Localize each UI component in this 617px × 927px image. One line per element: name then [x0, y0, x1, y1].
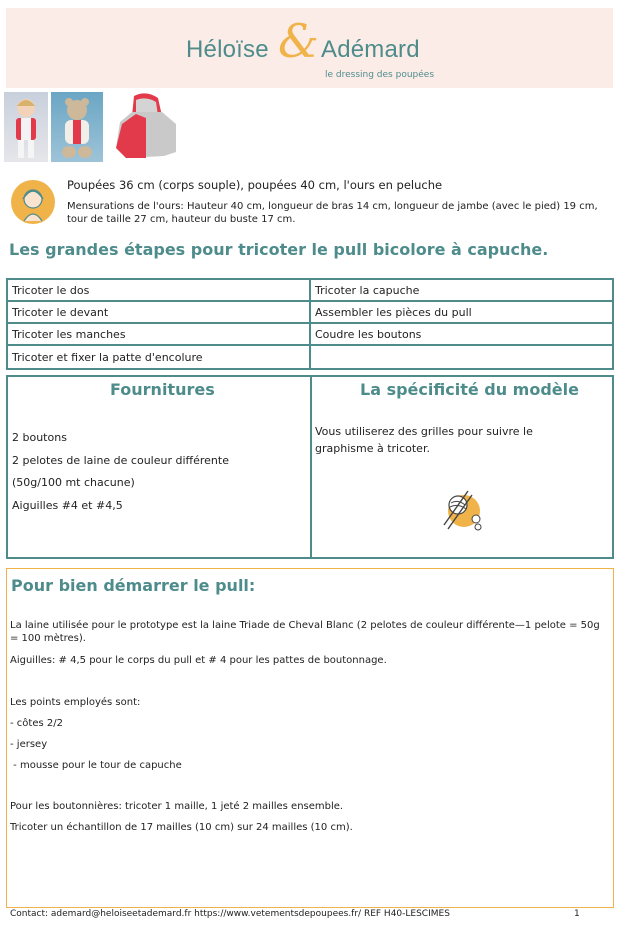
step-cell: Tricoter les manches — [7, 323, 310, 345]
photo-doll — [4, 92, 48, 162]
specificity-title: La spécificité du modèle — [360, 380, 579, 399]
steps-heading: Les grandes étapes pour tricoter le pull bicolore à capuche. — [9, 240, 549, 259]
step-cell: Tricoter le dos — [7, 279, 310, 301]
photo-bear — [51, 92, 103, 162]
doll-sizes: Poupées 36 cm (corps souple), poupées 40 cm, l'ours en peluche — [67, 178, 443, 192]
supplies-specificity-box — [6, 375, 614, 559]
stitch-item: - mousse pour le tour de capuche — [10, 760, 182, 771]
step-cell: Tricoter et fixer la patte d'encolure — [7, 345, 310, 369]
stitch-item: - jersey — [10, 739, 48, 750]
yarn-needles-icon — [438, 485, 486, 533]
step-cell — [310, 345, 613, 369]
bear-measurements: Mensurations de l'ours: Hauteur 40 cm, longueur de bras 14 cm, longueur de jambe (avec le pied) 19 cm, tour de taille 27 cm, hauteur du buste 17 cm. — [67, 201, 598, 225]
brand-name-left: Héloïse — [186, 36, 269, 63]
step-cell: Coudre les boutons — [310, 323, 613, 345]
start-section — [6, 568, 614, 908]
buttonhole-paragraph: Pour les boutonnières: tricoter 1 maille, 1 jeté 2 mailles ensemble. — [10, 801, 344, 812]
gauge-paragraph: Tricoter un échantillon de 17 mailles (10 cm) sur 24 mailles (10 cm). — [10, 822, 353, 833]
supply-item: 2 boutons — [12, 431, 67, 444]
doll-face-icon — [10, 179, 56, 225]
stitch-item: - côtes 2/2 — [10, 718, 63, 729]
table-row — [7, 279, 613, 301]
brand-ampersand: & — [278, 14, 320, 68]
supply-item: Aiguilles #4 et #4,5 — [12, 499, 123, 512]
table-row — [7, 345, 613, 369]
needles-paragraph: Aiguilles: # 4,5 pour le corps du pull et # 4 pour les pattes de boutonnage. — [10, 655, 387, 666]
brand-name-right: Adémard — [321, 36, 420, 63]
specificity-text: Vous utiliserez des grilles pour suivre le graphisme à tricoter. — [315, 425, 533, 455]
step-cell: Tricoter la capuche — [310, 279, 613, 301]
step-cell: Tricoter le devant — [7, 301, 310, 323]
start-title: Pour bien démarrer le pull: — [11, 576, 256, 595]
supplies-title: Fournitures — [110, 380, 215, 399]
brand-logo — [186, 14, 420, 68]
divider — [310, 377, 312, 557]
step-cell: Assembler les pièces du pull — [310, 301, 613, 323]
page-number: 1 — [574, 909, 580, 919]
brand-tagline: le dressing des poupées — [325, 70, 435, 80]
header-banner — [6, 8, 613, 88]
steps-table — [6, 278, 614, 370]
photo-hooded-sweater — [106, 92, 182, 162]
footer-contact: Contact: ademard@heloiseetademard.fr https://www.vetementsdepoupees.fr/ REF H40-LESCIMES — [10, 909, 450, 919]
supply-item: (50g/100 mt chacune) — [12, 476, 135, 489]
stitches-heading: Les points employés sont: — [10, 697, 141, 708]
supply-item: 2 pelotes de laine de couleur différente — [12, 454, 229, 467]
table-row — [7, 323, 613, 345]
wool-paragraph: La laine utilisée pour le prototype est la laine Triade de Cheval Blanc (2 pelotes de couleur différente—1 pelote = 50g = 100 mètres). — [10, 620, 600, 644]
table-row — [7, 301, 613, 323]
